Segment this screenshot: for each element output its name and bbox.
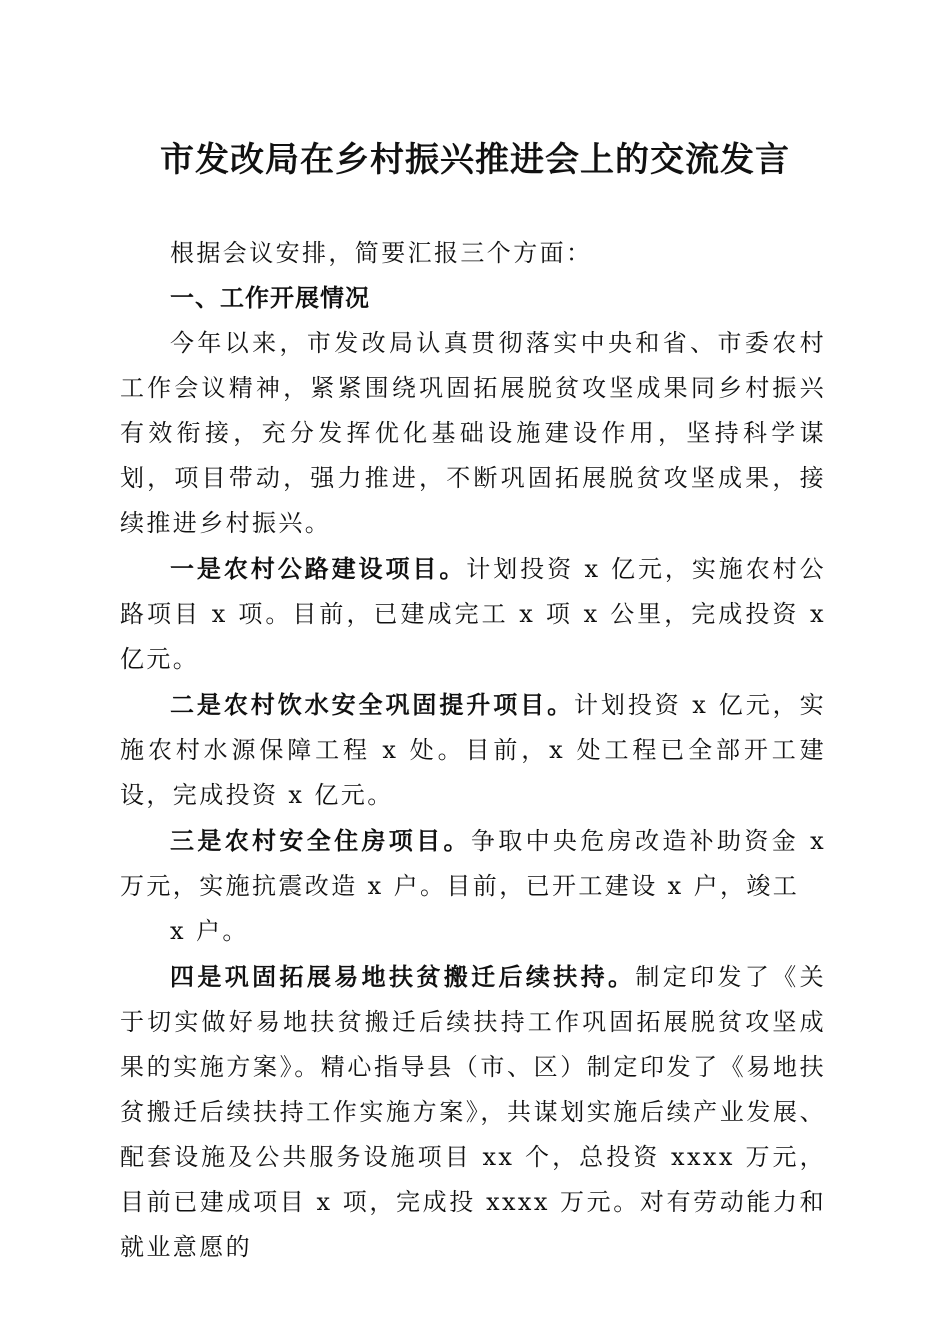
item-relocation-paragraph xyxy=(120,954,826,1270)
item-drinking-water-lead: 二是农村饮水安全巩固提升项目。 xyxy=(170,690,574,719)
item-safe-housing-paragraph xyxy=(120,818,826,909)
intro-paragraph: 根据会议安排，简要汇报三个方面： xyxy=(170,239,593,267)
item-drinking-water-paragraph xyxy=(120,682,826,818)
item-safe-housing-tail: x 户。 xyxy=(170,917,249,945)
item-rural-roads-paragraph xyxy=(120,546,826,682)
item-rural-roads-lead: 一是农村公路建设项目。 xyxy=(170,554,467,583)
section-intro-paragraph: 今年以来，市发改局认真贯彻落实中央和省、市委农村工作会议精神，紧紧围绕巩固拓展脱贫攻坚成果同乡村振兴有效衔接，充分发挥优化基础设施建设作用，坚持科学谋划，项目带动，强力推进，不断巩固拓展脱贫攻坚成果，接续推进乡村振兴。 xyxy=(120,329,826,537)
item-rural-roads-text: 计划投资 x 亿元，实施农村公路项目 x 项。目前，已建成完工 x 项 x 公里，完成投资 x 亿元。 xyxy=(120,555,826,673)
item-safe-housing-text: 争取中央危房改造补助资金 x 万元，实施抗震改造 x 户。目前，已开工建设 x 户，竣工 xyxy=(120,827,827,900)
item-relocation-lead: 四是巩固拓展易地扶贫搬迁后续扶持。 xyxy=(170,962,636,991)
item-safe-housing-lead: 三是农村安全住房项目。 xyxy=(170,826,471,855)
item-relocation-text: 制定印发了《关于切实做好易地扶贫搬迁后续扶持工作巩固拓展脱贫攻坚成果的实施方案》。精心指导县（市、区）制定印发了《易地扶贫搬迁后续扶持工作实施方案》，共谋划实施后续产业发展、配套设施及公共服务设施项目 xx 个，总投资 xxxx 万元，目前已建成项目 x 项，完成投 xxxx 万元。对有劳动能力和就业意愿的 xyxy=(120,963,826,1261)
document-body xyxy=(120,231,826,1270)
document-title: 市发改局在乡村振兴推进会上的交流发言 xyxy=(160,140,790,180)
item-drinking-water-text: 计划投资 x 亿元，实施农村水源保障工程 x 处。目前，x 处工程已全部开工建设，完成投资 x 亿元。 xyxy=(120,691,826,809)
section-heading-work-progress: 一、工作开展情况 xyxy=(170,284,370,312)
